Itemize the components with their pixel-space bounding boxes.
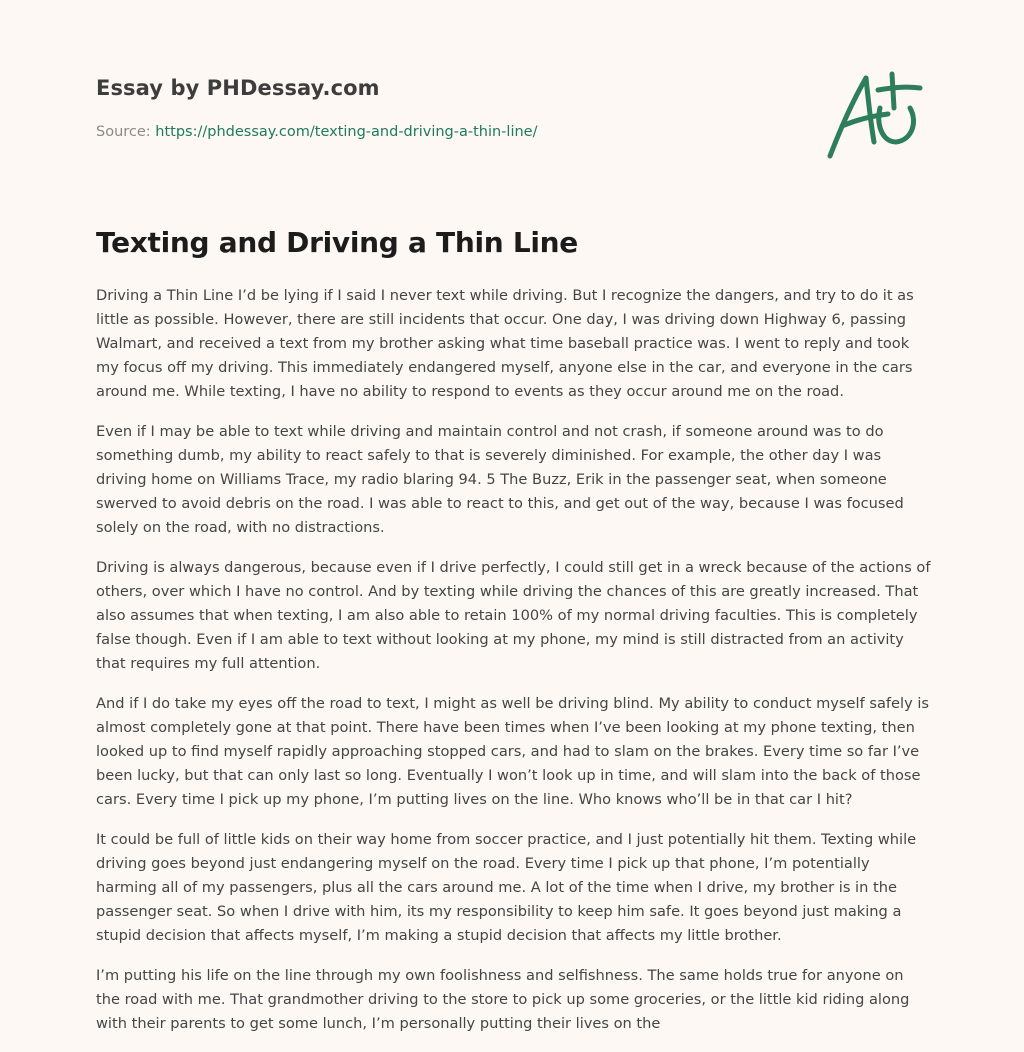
essay-paragraph: Even if I may be able to text while driving and maintain control and not crash, if someone around was to do something dumb, my ability to react safely to that is severely diminished. For example, the other day I was driving home on Williams Trace, my radio blaring 94. 5 The Buzz, Erik in the passenger seat, when someone swerved to avoid debris on the road. I was able to react to this, and get out of the way, because I was focused solely on the road, with no distractions. bbox=[96, 423, 904, 536]
essay-paragraph: Driving a Thin Line I’d be lying if I said I never text while driving. But I recognize the dangers, and try to do it as little as possible. However, there are still incidents that occur. One day, I was driving down Highway 6, passing Walmart, and received a text from my brother asking what time baseball practice was. I went to reply and took my focus off my driving. This immediately endangered myself, anyone else in the car, and everyone in the cars around me. While texting, I have no ability to respond to events as they occur around me on the road. bbox=[96, 287, 914, 400]
essay-paragraph: And if I do take my eyes off the road to text, I might as well be driving blind. My ability to conduct myself safely is almost completely gone at that point. There have been times when I’ve been looking at my phone texting, then looked up to find myself rapidly approaching stopped cars, and had to slam on the brakes. Every time so far I’ve been lucky, but that can only last so long. Eventually I won’t look up in time, and will slam into the back of those cars. Every time I pick up my phone, I’m putting lives on the line. Who knows who’ll be in that car I hit? bbox=[96, 695, 929, 808]
essay-paragraph: I’m putting his life on the line through my own foolishness and selfishness. The same holds true for anyone on the road with me. That grandmother driving to the store to pick up some groceries, or the little kid riding along with their parents to get some lunch, I’m personally putting their lives on the bbox=[96, 967, 910, 1032]
a-plus-logo bbox=[822, 68, 926, 164]
site-brand: Essay by PHDessay.com bbox=[96, 76, 380, 100]
essay-body bbox=[96, 284, 932, 1052]
source-link[interactable]: https://phdessay.com/texting-and-driving-a-thin-line/ bbox=[155, 124, 538, 140]
essay-title: Texting and Driving a Thin Line bbox=[96, 226, 578, 259]
essay-paragraph: It could be full of little kids on their way home from soccer practice, and I just potentially hit them. Texting while driving goes beyond just endangering myself on the road. Every time I pick up that phone, I’m potentially harming all of my passengers, plus all the cars around me. A lot of the time when I drive, my brother is in the passenger seat. So when I drive with him, its my responsibility to keep him safe. It goes beyond just making a stupid decision that affects myself, I’m making a stupid decision that affects my little brother. bbox=[96, 831, 917, 944]
essay-paragraph: Driving is always dangerous, because even if I drive perfectly, I could still get in a wreck because of the actions of others, over which I have no control. And by texting while driving the chances of this are greatly increased. That also assumes that when texting, I am also able to retain 100% of my normal driving faculties. This is completely false though. Even if I am able to text without looking at my phone, my mind is still distracted from an activity that requires my full attention. bbox=[96, 559, 931, 672]
source-line bbox=[96, 124, 537, 140]
source-label: Source: bbox=[96, 124, 151, 140]
